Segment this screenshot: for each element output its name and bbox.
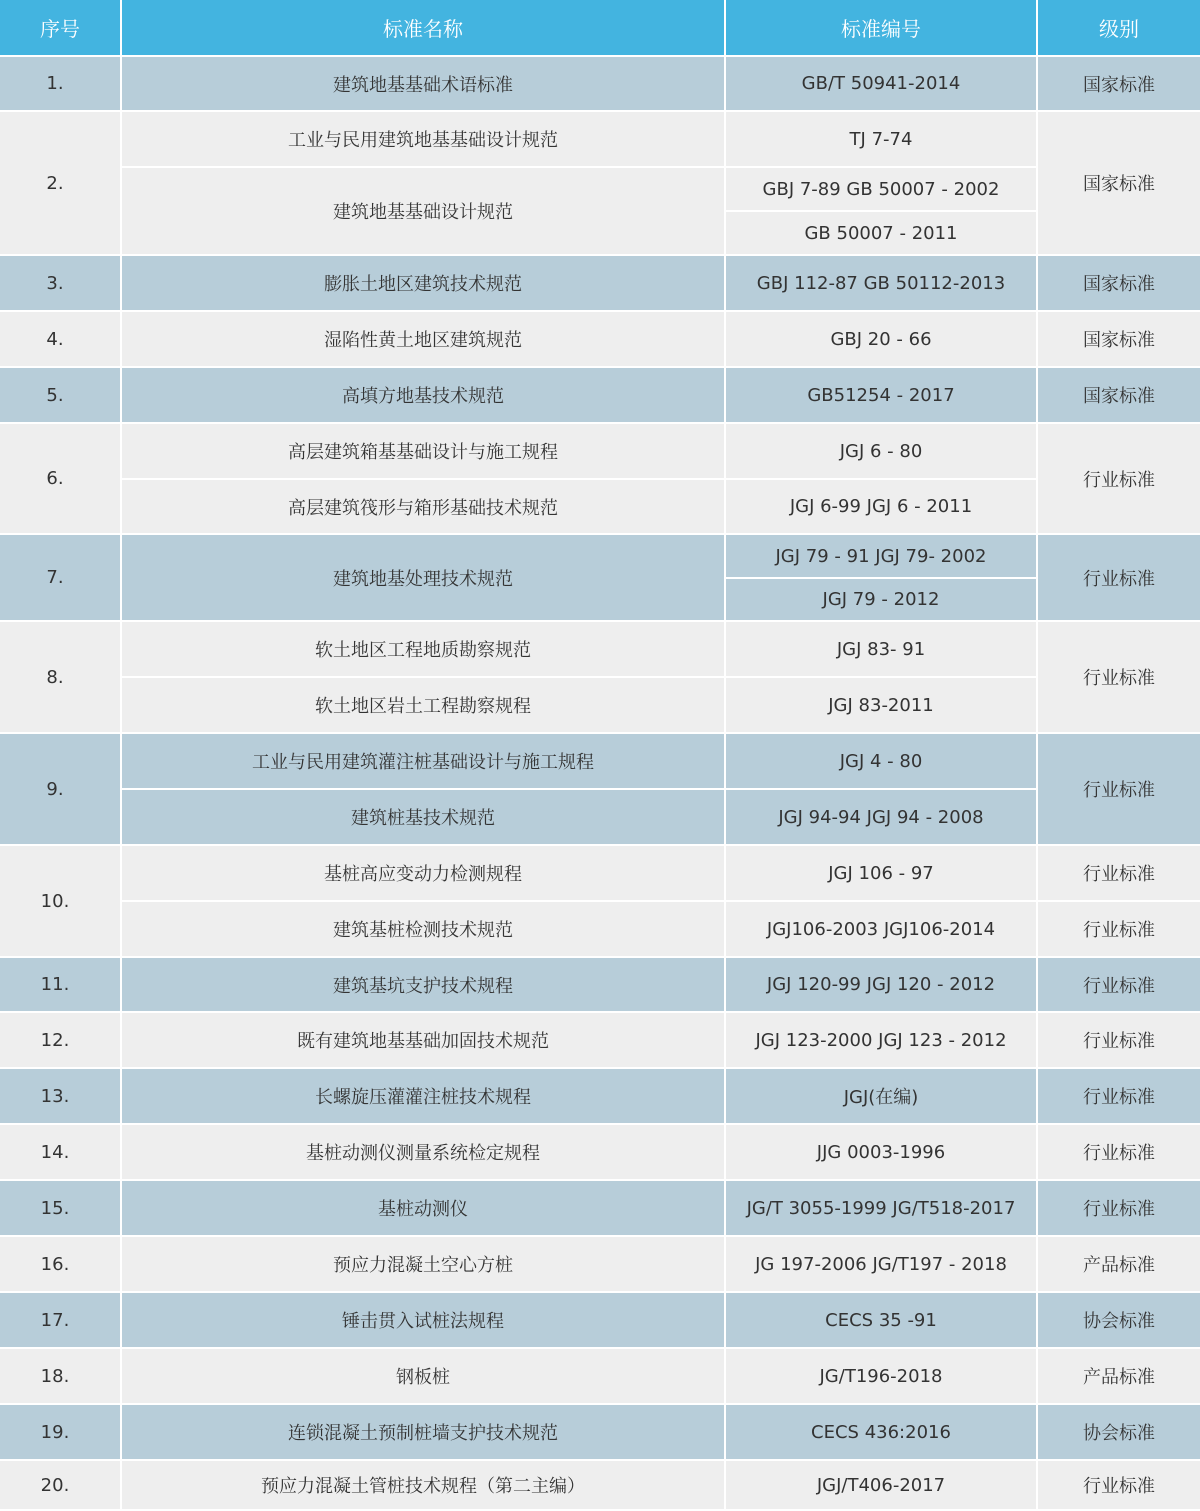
row-level: 行业标准 (1038, 1461, 1200, 1509)
standard-code: JGJ106-2003 JGJ106-2014 (726, 902, 1036, 956)
standard-code: JGJ 120-99 JGJ 120 - 2012 (726, 958, 1036, 1011)
row-level: 国家标准 (1038, 112, 1200, 254)
column-header-index: 序号 (0, 0, 120, 55)
standard-name: 连锁混凝土预制桩墙支护技术规范 (122, 1405, 724, 1459)
standard-name: 钢板桩 (122, 1349, 724, 1403)
column-header-level: 级别 (1038, 0, 1200, 55)
standard-code: TJ 7-74 (726, 112, 1036, 166)
standard-name: 软土地区岩土工程勘察规程 (122, 678, 724, 732)
row-index: 10. (0, 846, 120, 956)
row-index: 3. (0, 256, 120, 310)
row-index: 13. (0, 1069, 120, 1123)
row-index: 12. (0, 1013, 120, 1067)
standard-name: 既有建筑地基基础加固技术规范 (122, 1013, 724, 1067)
standard-name: 建筑地基处理技术规范 (122, 535, 724, 620)
standard-code: JGJ 6-99 JGJ 6 - 2011 (726, 480, 1036, 533)
row-level: 行业标准 (1038, 424, 1200, 533)
standard-code: JGJ 83- 91 (726, 622, 1036, 676)
row-level: 行业标准 (1038, 1013, 1200, 1067)
row-index: 5. (0, 368, 120, 422)
row-level: 产品标准 (1038, 1349, 1200, 1403)
standard-code: JGJ 83-2011 (726, 678, 1036, 732)
row-level: 行业标准 (1038, 1069, 1200, 1123)
standard-code: JGJ 6 - 80 (726, 424, 1036, 478)
standard-code: JJG 0003-1996 (726, 1125, 1036, 1179)
standard-code: JGJ 123-2000 JGJ 123 - 2012 (726, 1013, 1036, 1067)
row-index: 19. (0, 1405, 120, 1459)
row-level: 行业标准 (1038, 535, 1200, 620)
row-index: 20. (0, 1461, 120, 1509)
row-level: 协会标准 (1038, 1293, 1200, 1347)
row-level: 行业标准 (1038, 1125, 1200, 1179)
standard-code: CECS 436:2016 (726, 1405, 1036, 1459)
standard-name: 膨胀土地区建筑技术规范 (122, 256, 724, 310)
standard-code: GB 50007 - 2011 (726, 212, 1036, 254)
standard-name: 高层建筑筏形与箱形基础技术规范 (122, 480, 724, 533)
standard-name: 高填方地基技术规范 (122, 368, 724, 422)
row-level: 国家标准 (1038, 368, 1200, 422)
row-index: 14. (0, 1125, 120, 1179)
standard-name: 长螺旋压灌灌注桩技术规程 (122, 1069, 724, 1123)
standard-code: CECS 35 -91 (726, 1293, 1036, 1347)
row-index: 4. (0, 312, 120, 366)
standard-name: 基桩动测仪 (122, 1181, 724, 1235)
standard-name: 工业与民用建筑地基基础设计规范 (122, 112, 724, 166)
row-index: 18. (0, 1349, 120, 1403)
standard-code: JGJ 79 - 2012 (726, 579, 1036, 620)
standard-code: JGJ 79 - 91 JGJ 79- 2002 (726, 535, 1036, 577)
standard-name: 建筑桩基技术规范 (122, 790, 724, 844)
standard-code: GBJ 20 - 66 (726, 312, 1036, 366)
standard-name: 建筑地基基础设计规范 (122, 168, 724, 254)
standard-name: 预应力混凝土管桩技术规程（第二主编） (122, 1461, 724, 1509)
standard-code: JG/T196-2018 (726, 1349, 1036, 1403)
row-index: 11. (0, 958, 120, 1011)
standard-code: JGJ 94-94 JGJ 94 - 2008 (726, 790, 1036, 844)
standard-code: JGJ/T406-2017 (726, 1461, 1036, 1509)
standard-name: 建筑地基基础术语标准 (122, 57, 724, 110)
standard-name: 工业与民用建筑灌注桩基础设计与施工规程 (122, 734, 724, 788)
standard-code: JGJ(在编) (726, 1069, 1036, 1123)
row-index: 8. (0, 622, 120, 732)
standard-name: 锤击贯入试桩法规程 (122, 1293, 724, 1347)
column-header-name: 标准名称 (122, 0, 724, 55)
standard-code: JGJ 4 - 80 (726, 734, 1036, 788)
row-index: 17. (0, 1293, 120, 1347)
row-level: 行业标准 (1038, 902, 1200, 956)
row-index: 15. (0, 1181, 120, 1235)
standard-code: JG 197-2006 JG/T197 - 2018 (726, 1237, 1036, 1291)
row-index: 9. (0, 734, 120, 844)
row-level: 行业标准 (1038, 958, 1200, 1011)
row-level: 国家标准 (1038, 312, 1200, 366)
standard-name: 预应力混凝土空心方桩 (122, 1237, 724, 1291)
row-index: 6. (0, 424, 120, 533)
row-index: 1. (0, 57, 120, 110)
standard-name: 基桩动测仪测量系统检定规程 (122, 1125, 724, 1179)
standard-name: 软土地区工程地质勘察规范 (122, 622, 724, 676)
row-index: 7. (0, 535, 120, 620)
column-header-code: 标准编号 (726, 0, 1036, 55)
row-index: 2. (0, 112, 120, 254)
standard-code: GBJ 112-87 GB 50112-2013 (726, 256, 1036, 310)
standard-code: GB/T 50941-2014 (726, 57, 1036, 110)
standard-code: GBJ 7-89 GB 50007 - 2002 (726, 168, 1036, 210)
row-level: 协会标准 (1038, 1405, 1200, 1459)
standard-name: 湿陷性黄土地区建筑规范 (122, 312, 724, 366)
standard-name: 建筑基坑支护技术规程 (122, 958, 724, 1011)
standard-code: JG/T 3055-1999 JG/T518-2017 (726, 1181, 1036, 1235)
row-level: 行业标准 (1038, 734, 1200, 844)
row-level: 国家标准 (1038, 57, 1200, 110)
row-level: 行业标准 (1038, 1181, 1200, 1235)
row-level: 行业标准 (1038, 846, 1200, 900)
standard-code: GB51254 - 2017 (726, 368, 1036, 422)
standard-code: JGJ 106 - 97 (726, 846, 1036, 900)
row-level: 国家标准 (1038, 256, 1200, 310)
row-index: 16. (0, 1237, 120, 1291)
standard-name: 高层建筑箱基基础设计与施工规程 (122, 424, 724, 478)
row-level: 产品标准 (1038, 1237, 1200, 1291)
standard-name: 建筑基桩检测技术规范 (122, 902, 724, 956)
standard-name: 基桩高应变动力检测规程 (122, 846, 724, 900)
row-level: 行业标准 (1038, 622, 1200, 732)
